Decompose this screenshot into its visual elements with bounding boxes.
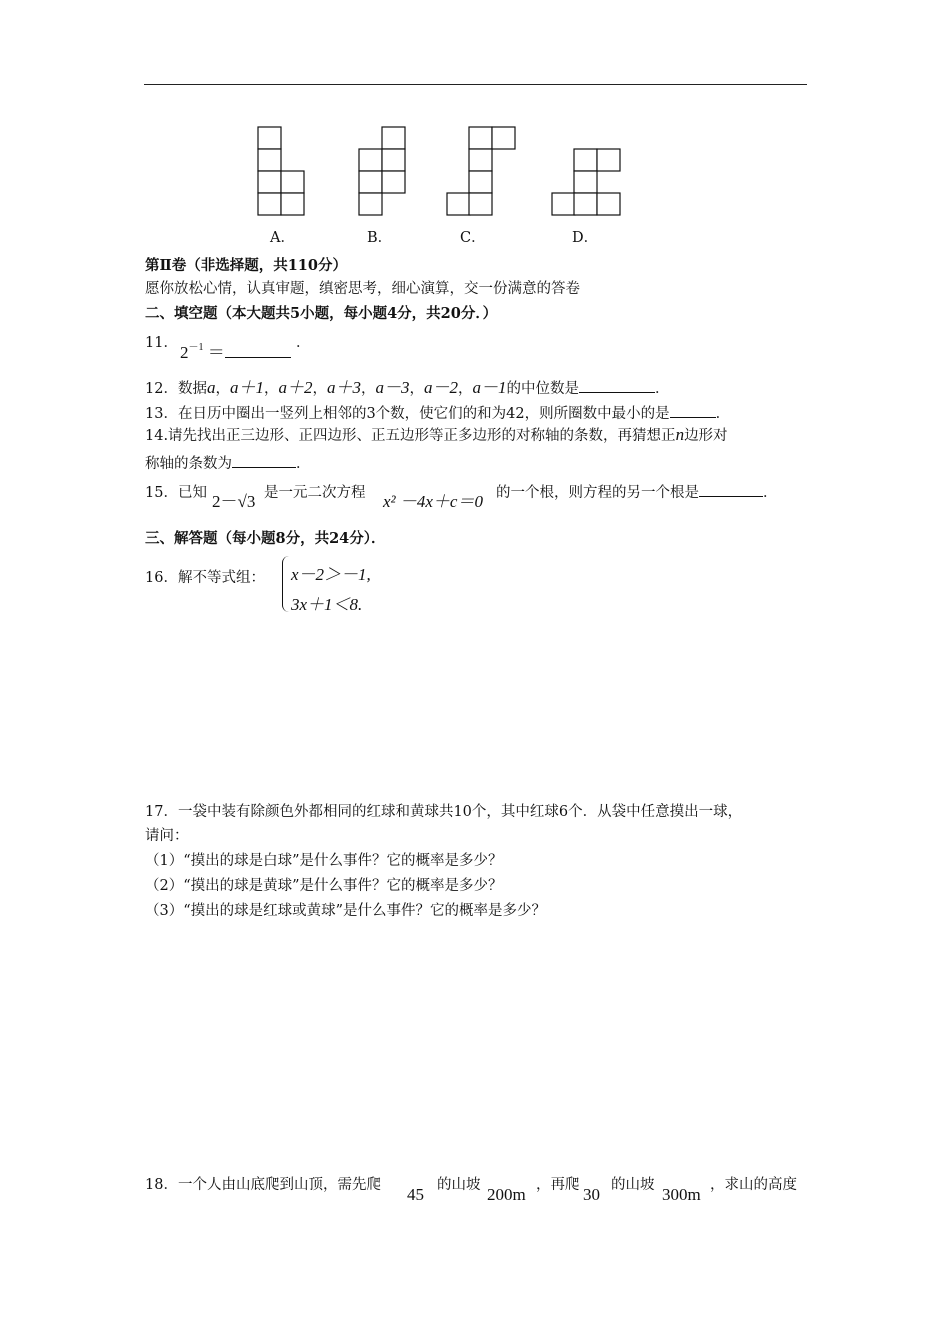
q12-sep: ， [457, 381, 473, 397]
motto-text: 愿你放松心情，认真审题，缜密思考，细心演算，交一份满意的答卷 [145, 281, 580, 297]
section2-heading: 第Ⅱ卷（非选择题，共110分） [145, 257, 347, 274]
figure-a [258, 127, 304, 215]
section3-heading: 三、解答题（每小题8分，共24分）． [145, 530, 386, 547]
q15-mid: 是一元二次方程 [264, 485, 366, 501]
q12-tail: 的中位数是 [506, 381, 579, 397]
option-label-a: A． [270, 230, 295, 246]
q11-number: 11． [145, 335, 178, 351]
q12-term: a＋2 [278, 378, 313, 397]
q12-line [145, 373, 669, 398]
q18-text-c: ，再爬 [536, 1177, 580, 1193]
q15-lead: 15．已知 [145, 485, 207, 501]
q14-variable: n [675, 425, 685, 444]
q18-angle-2: 30 [583, 1185, 600, 1204]
q15-answer-blank[interactable] [699, 482, 763, 497]
q17-line2: 请问： [145, 828, 189, 844]
q12-sep: ， [312, 381, 327, 397]
q13-answer-blank[interactable] [670, 403, 716, 418]
option-label-b: B． [367, 230, 393, 246]
option-label-c: C． [460, 230, 486, 246]
q17-line1: 17．一袋中装有除颜色外都相同的红球和黄球共10个，其中红球6个．从袋中任意摸出一球， [145, 804, 743, 820]
q12-term: a－3 [375, 378, 410, 397]
fill-section-heading: 二、填空题（本大题共5小题，每小题4分，共20分．） [145, 305, 498, 322]
q18-text-a: 18．一个人由山底爬到山顶，需先爬 [145, 1177, 381, 1193]
q17-part2: （2）“摸出的球是黄球”是什么事件？它的概率是多少？ [145, 878, 503, 894]
q14-end: ． [296, 456, 311, 472]
q14-answer-blank[interactable] [232, 453, 296, 468]
q14-text-a: 14.请先找出正三边形、正四边形、正五边形等正多边形的对称轴的条数，再猜想正 [145, 428, 676, 444]
q14-line2 [145, 452, 311, 473]
q11-expression: $2^{-1}$ ＝ [180, 338, 291, 363]
option-figures [0, 0, 950, 260]
q13-end: ． [715, 406, 731, 422]
q14-text-b: 边形对 [684, 428, 728, 444]
q15-equation: x² －4x＋c＝0 [383, 492, 483, 511]
q11-end: ． [296, 335, 311, 351]
q13-line [145, 402, 730, 423]
q12-term: a－2 [423, 378, 458, 397]
figure-c [447, 127, 515, 215]
option-label-d: D． [572, 230, 599, 246]
q14-line1 [145, 424, 728, 445]
q12-term: a＋1 [229, 378, 264, 397]
q16-inequality-1: x－2＞－1, [291, 565, 371, 584]
q11-answer-blank[interactable] [225, 343, 291, 358]
q12-sep: ， [409, 381, 424, 397]
q12-term: a [206, 378, 216, 397]
q12-end: ． [654, 381, 670, 397]
system-brace [282, 556, 289, 612]
q15-end: ． [763, 485, 778, 501]
q18-text-b: 的山坡 [437, 1177, 481, 1193]
q18-text-e: ，求山的高度 [710, 1177, 797, 1193]
q17-part3: （3）“摸出的球是红球或黄球”是什么事件？它的概率是多少？ [145, 903, 547, 919]
q13-text: 13．在日历中圈出一竖列上相邻的3个数，使它们的和为42，则所圈数中最小的是 [145, 406, 670, 422]
q12-term: a＋3 [326, 378, 361, 397]
figure-d [552, 149, 620, 215]
q16-inequality-2: 3x＋1＜8. [291, 595, 363, 614]
q12-sep: ， [263, 381, 279, 397]
q12-sep: ， [215, 381, 230, 397]
figure-b [359, 127, 405, 215]
q14-text-c: 称轴的条数为 [145, 456, 232, 472]
q18-length-1: 200m [487, 1185, 526, 1204]
q18-angle-1: 45 [407, 1185, 424, 1204]
q18-length-2: 300m [662, 1185, 701, 1204]
q16-lead: 16．解不等式组： [145, 570, 265, 586]
q18-text-d: 的山坡 [611, 1177, 655, 1193]
q12-sep: ， [360, 381, 376, 397]
q12-term: a－1 [472, 378, 507, 397]
q12-lead: 12．数据 [145, 381, 207, 397]
q12-answer-blank[interactable] [579, 378, 655, 393]
q15-tail: 的一个根，则方程的另一个根是 [496, 485, 699, 501]
q15-root: 2－√3 [212, 492, 256, 511]
q15-tail-line [496, 481, 778, 502]
q17-part1: （1）“摸出的球是白球”是什么事件？它的概率是多少？ [145, 853, 503, 869]
